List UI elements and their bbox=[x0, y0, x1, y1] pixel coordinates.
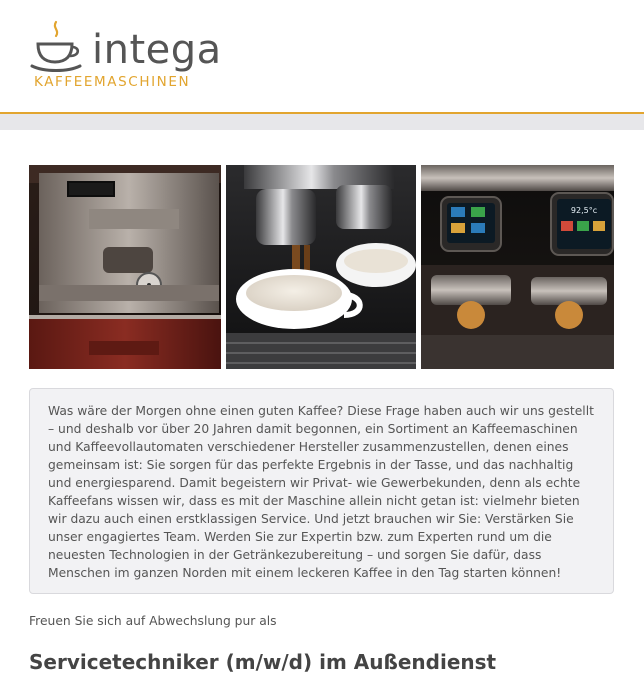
temperature-readout: 92,5°c bbox=[570, 206, 598, 215]
touchscreen-machines-photo bbox=[421, 165, 614, 369]
job-lead-text: Freuen Sie sich auf Abwechslung pur als bbox=[29, 614, 277, 628]
brand-tagline: KAFFEEMASCHINEN bbox=[34, 74, 191, 90]
photo-strip bbox=[29, 165, 614, 369]
job-title: Servicetechniker (m/w/d) im Außendienst bbox=[29, 650, 497, 674]
header bbox=[0, 0, 644, 114]
nav-band bbox=[0, 114, 644, 130]
intega-logo[interactable] bbox=[28, 16, 268, 98]
coffee-cup-icon bbox=[28, 18, 88, 78]
cappuccino-cups-photo bbox=[226, 165, 416, 369]
brand-name: intega bbox=[92, 27, 222, 73]
intro-paragraph: Was wäre der Morgen ohne einen guten Kaffee? Diese Frage haben auch wir uns gestellt – und deshalb vor über 20 Jahren damit begonnen, ein Sortiment an Kaffeemaschinen und Kaffeevollautomaten verschiedener Hersteller zusammenzustellen, denen eines gemeinsam ist: Sie sorgen für das perfekte Ergebnis in der Tasse, und das nachhaltig und energiesparend. Damit begeistern wir Privat- wie Gewerbekunden, denn als echte Kaffeefans wissen wir, dass es mit der Maschine allein nicht getan ist: vielmehr bieten wir dazu auch einen erstklassigen Service. Und jetzt brauchen wir Sie: Verstärken Sie unser engagiertes Team. Werden Sie zur Expertin bzw. zum Experten rund um die neuesten Technologien in der Getränkezubereitung – und sorgen Sie dafür, dass Menschen im ganzen Norden mit einem leckeren Kaffee in den Tag starten können! bbox=[48, 404, 594, 580]
espresso-machine-display-photo bbox=[29, 165, 221, 369]
intro-text-box bbox=[29, 388, 614, 594]
